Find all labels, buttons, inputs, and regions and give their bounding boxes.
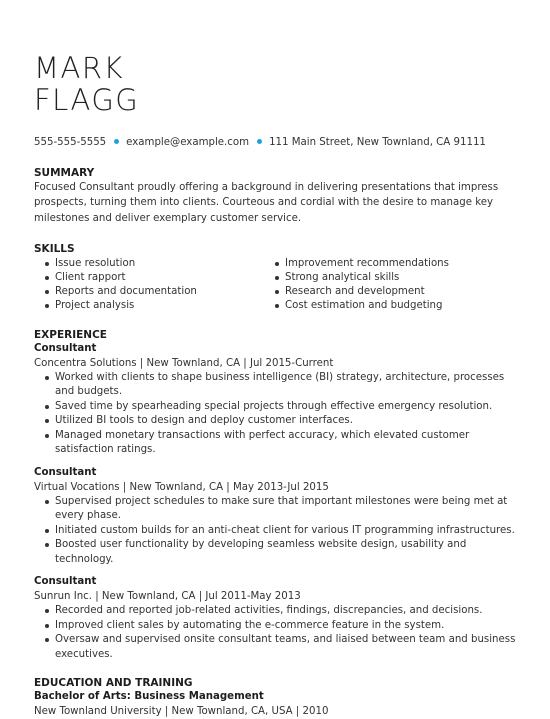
- skill-item: Research and development: [275, 285, 516, 299]
- education-section: [34, 676, 516, 719]
- contact-line: [34, 136, 516, 150]
- section-title: SUMMARY: [34, 167, 95, 179]
- bullet-dot-icon: [114, 139, 119, 144]
- summary-section: [34, 166, 516, 226]
- skill-item: Project analysis: [45, 299, 275, 313]
- job-bullet: Recorded and reported job-related activities, findings, discrepancies, and decisions.: [45, 604, 516, 619]
- job-title: Consultant: [34, 466, 97, 478]
- experience-list: [34, 342, 516, 663]
- job-bullets: [34, 371, 516, 458]
- job-title: Consultant: [34, 342, 97, 354]
- skills-columns: [34, 257, 516, 313]
- job-bullet: Oversaw and supervised onsite consultant teams, and liaised between team and business executives.: [45, 633, 516, 662]
- job-bullet: Worked with clients to shape business intelligence (BI) strategy, architecture, processes and budgets.: [45, 371, 516, 400]
- address: 111 Main Street, New Townland, CA 91111: [269, 137, 486, 148]
- job-bullet: Supervised project schedules to make sure that important milestones were being met at every phase.: [45, 495, 516, 524]
- job-bullet: Utilized BI tools to design and deploy customer interfaces.: [45, 414, 516, 429]
- job-bullet: Managed monetary transactions with perfect accuracy, which elevated customer satisfaction ratings.: [45, 429, 516, 458]
- education-meta: New Townland University | New Townland, CA, USA | 2010: [34, 706, 329, 718]
- skill-item: Cost estimation and budgeting: [275, 299, 516, 313]
- job-bullet: Initiated custom builds for an anti-cheat client for various IT programming infrastructures.: [45, 524, 516, 539]
- job-meta: Concentra Solutions | New Townland, CA | Jul 2015-Current: [34, 357, 334, 369]
- skill-item: Issue resolution: [45, 257, 275, 271]
- job-bullet: Improved client sales by automating the e-commerce feature in the system.: [45, 619, 516, 634]
- job-entry: [34, 575, 516, 662]
- bullet-dot-icon: [257, 139, 262, 144]
- skills-left-list: [34, 257, 275, 313]
- experience-section: [34, 328, 516, 663]
- job-meta: Virtual Vocations | New Townland, CA | May 2013-Jul 2015: [34, 481, 329, 493]
- degree: Bachelor of Arts: Business Management: [34, 691, 264, 703]
- section-title: EDUCATION AND TRAINING: [34, 677, 193, 690]
- skill-item: Reports and documentation: [45, 285, 275, 299]
- skill-item: Improvement recommendations: [275, 257, 516, 271]
- job-meta: Sunrun Inc. | New Townland, CA | Jul 2011-May 2013: [34, 591, 301, 603]
- skill-item: Strong analytical skills: [275, 271, 516, 285]
- skills-section: [34, 242, 516, 313]
- job-bullets: [34, 495, 516, 568]
- summary-text: Focused Consultant proudly offering a background in delivering presentations that impress prospects, turning them into clients. Courteous and cordial with the desire to manage key milestones and deliver exemplary customer service.: [34, 182, 499, 224]
- section-title: EXPERIENCE: [34, 328, 107, 341]
- skill-item: Client rapport: [45, 271, 275, 285]
- job-bullet: Boosted user functionality by developing seamless website design, usability and technology.: [45, 538, 516, 567]
- skills-right-list: [275, 257, 516, 313]
- job-title: Consultant: [34, 576, 97, 588]
- phone: 555-555-5555: [34, 137, 107, 148]
- first-name: MARK: [34, 51, 125, 85]
- job-bullet: Saved time by spearheading special projects through effective emergency resolution.: [45, 400, 516, 415]
- last-name: FLAGG: [34, 83, 140, 117]
- job-entry: [34, 342, 516, 458]
- email: example@example.com: [126, 137, 250, 148]
- job-entry: [34, 466, 516, 568]
- candidate-name: [34, 0, 516, 116]
- job-bullets: [34, 604, 516, 662]
- section-title: SKILLS: [34, 242, 75, 255]
